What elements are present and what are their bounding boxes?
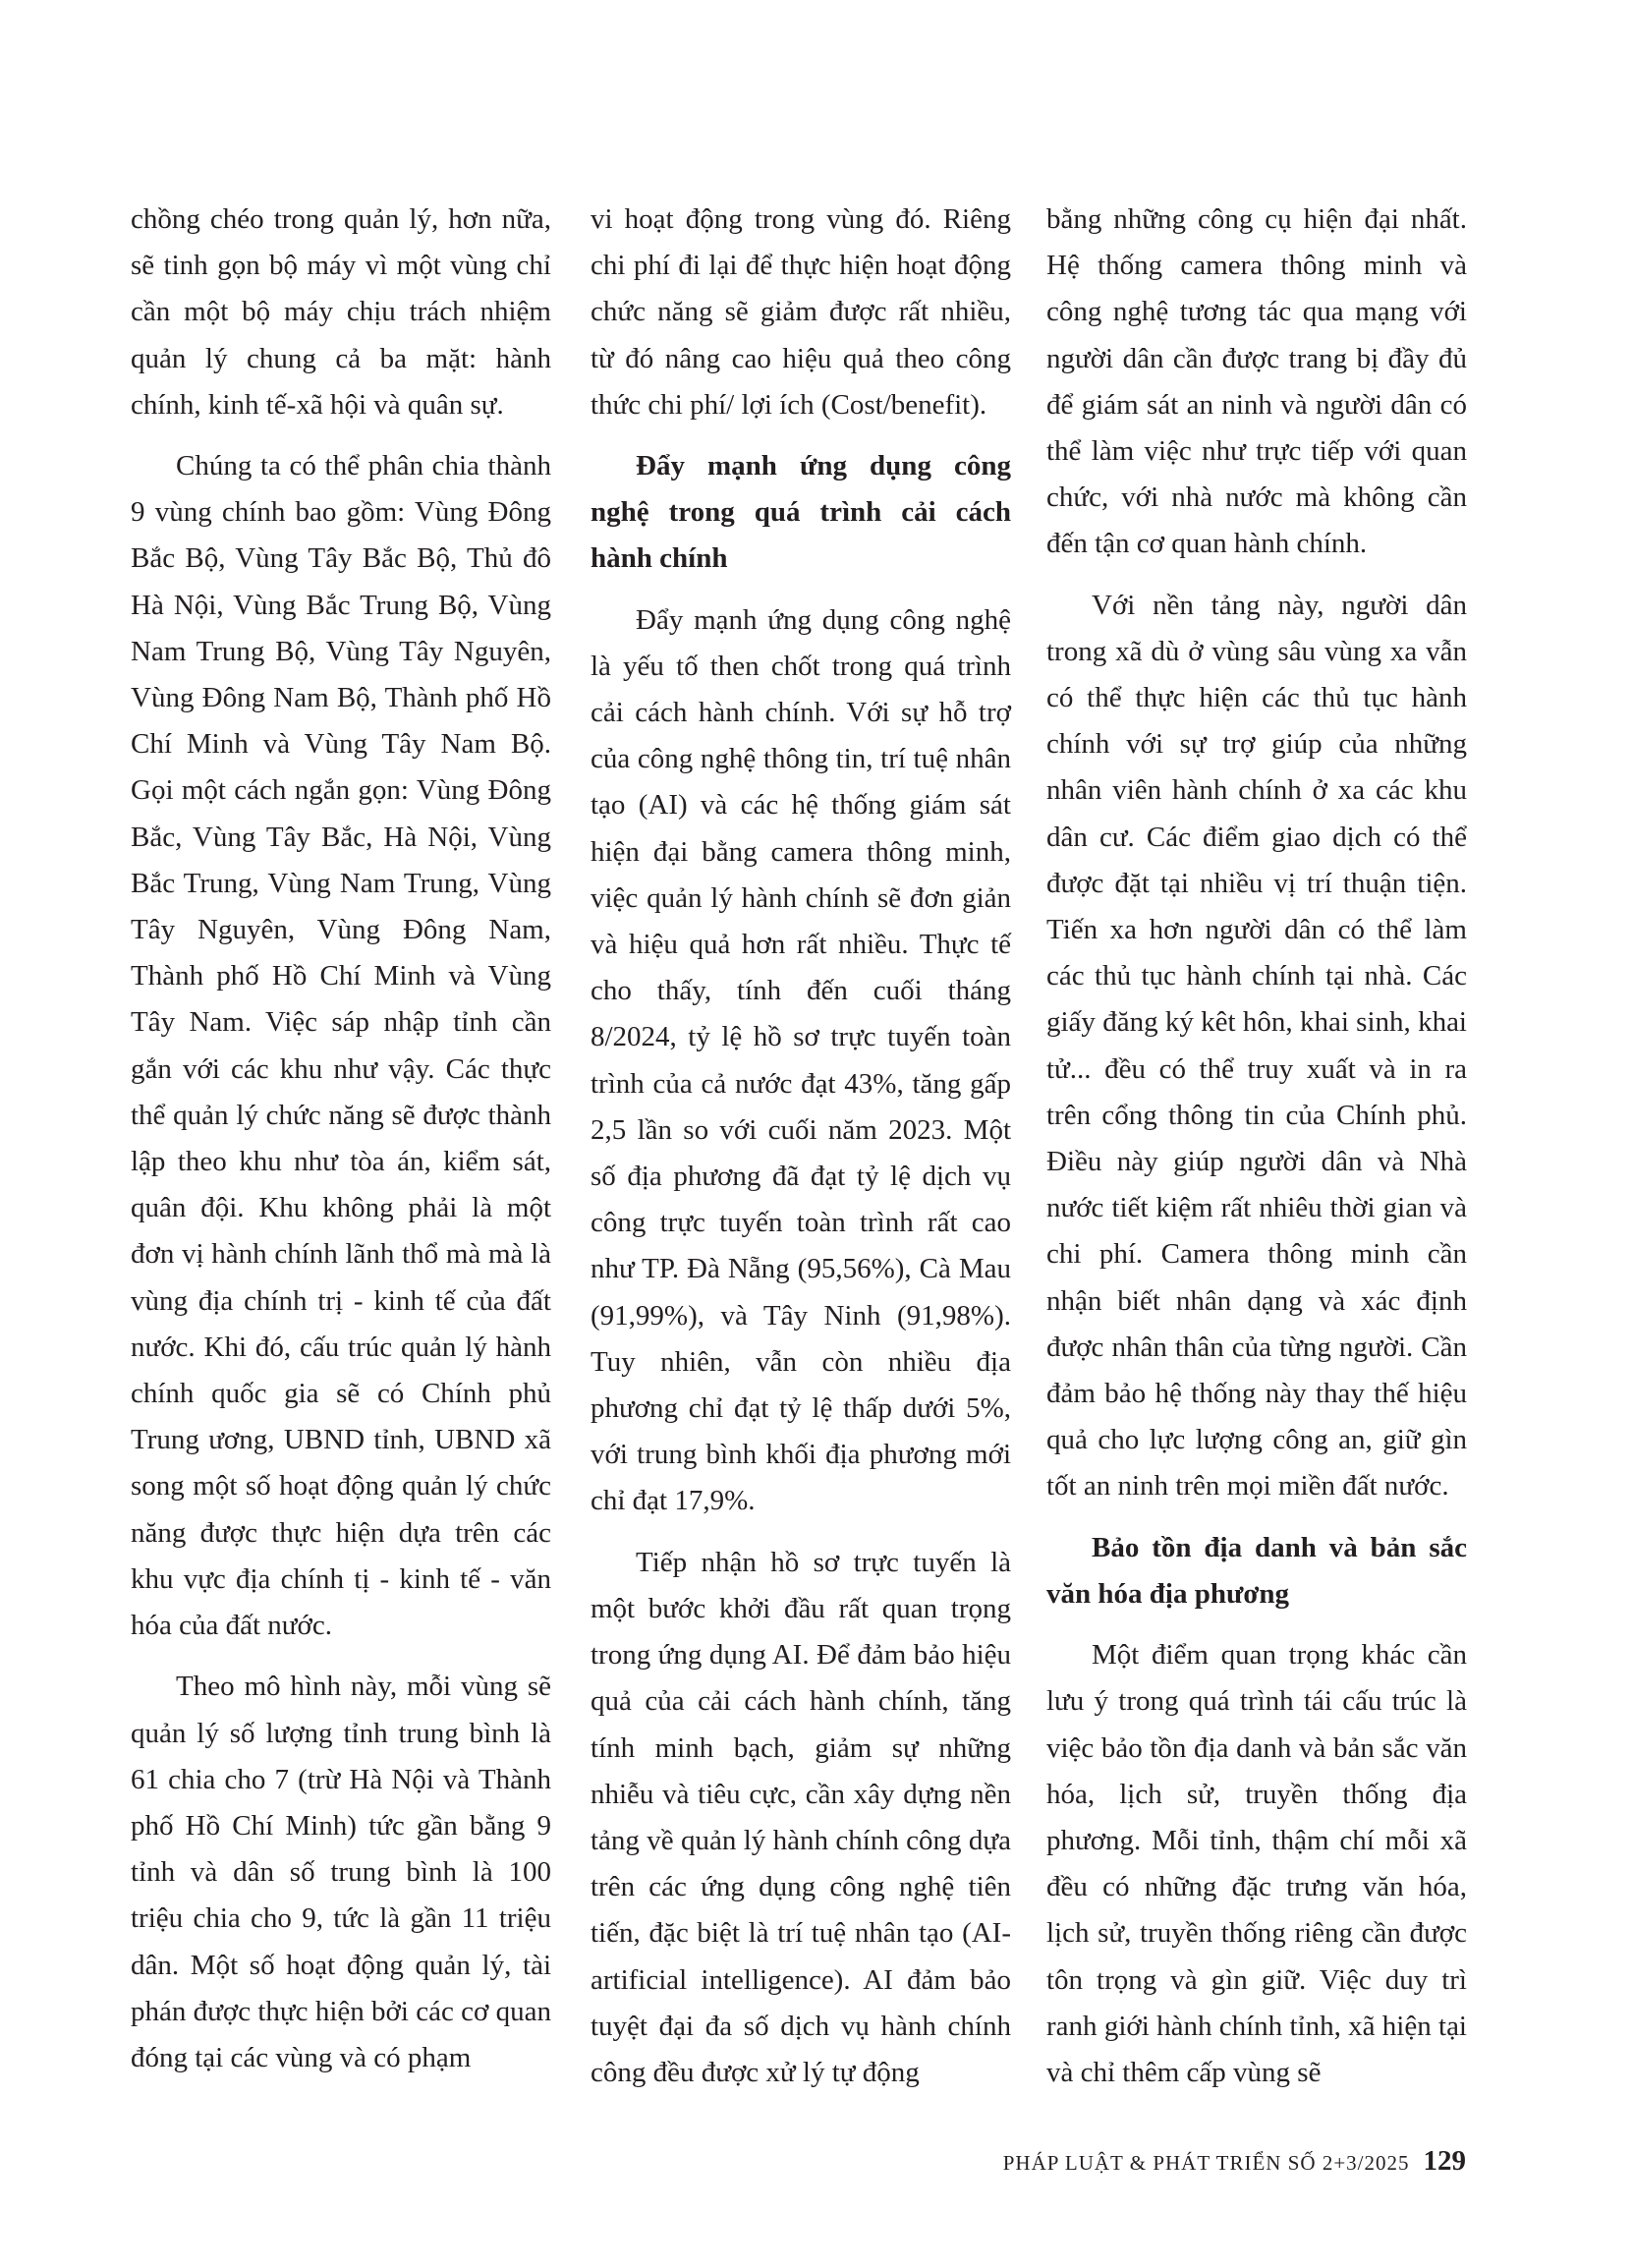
paragraph: bằng những công cụ hiện đại nhất. Hệ thống camera thông minh và công nghệ tương tác qua mạng với người dân cần được trang bị đầy đủ để giám sát an ninh và người dân có thể làm việc như trực tiếp với quan chức, với nhà nước mà không cần đến tận cơ quan hành chính.	[1046, 203, 1467, 560]
page-footer	[1003, 2145, 1466, 2178]
section-heading: Đẩy mạnh ứng dụng công nghệ trong quá trình cải cách hành chính	[591, 450, 1011, 575]
paragraph: Một điểm quan trọng khác cần lưu ý trong quá trình tái cấu trúc là việc bảo tồn địa danh và bản sắc văn hóa, lịch sử, truyền thống địa phương. Mỗi tỉnh, thậm chí mỗi xã đều có những đặc trưng văn hóa, lịch sử, truyền thống riêng cần được tôn trọng và gìn giữ. Việc duy trì ranh giới hành chính tỉnh, xã hiện tại và chỉ thêm cấp vùng sẽ	[1046, 1639, 1467, 2088]
paragraph: Tiếp nhận hồ sơ trực tuyến là một bước khởi đầu rất quan trọng trong ứng dụng AI. Để đảm bảo hiệu quả của cải cách hành chính, tăng tính minh bạch, giảm sự những nhiễu và tiêu cực, cần xây dựng nền tảng về quản lý hành chính công dựa trên các ứng dụng công nghệ tiên tiến, đặc biệt là trí tuệ nhân tạo (AI- artificial intelligence). AI đảm bảo tuyệt đại đa số dịch vụ hành chính công đều được xử lý tự động	[591, 1546, 1011, 2088]
paragraph: Với nền tảng này, người dân trong xã dù ở vùng sâu vùng xa vẫn có thể thực hiện các thủ tục hành chính với sự trợ giúp của những nhân viên hành chính ở xa các khu dân cư. Các điểm giao dịch có thể được đặt tại nhiều vị trí thuận tiện. Tiến xa hơn người dân có thể làm các thủ tục hành chính tại nhà. Các giấy đăng ký kêt hôn, khai sinh, khai tử... đều có thể truy xuất và in ra trên cổng thông tin của Chính phủ. Điều này giúp người dân và Nhà nước tiết kiệm rất nhiêu thời gian và chi phí. Camera thông minh cần nhận biết nhân dạng và xác định được nhân thân của từng người. Cần đảm bảo hệ thống này thay thế hiệu quả cho lực lượng công an, giữ gìn tốt an ninh trên mọi miền đất nước.	[1046, 589, 1467, 1503]
paragraph: Chúng ta có thể phân chia thành 9 vùng chính bao gồm: Vùng Đông Bắc Bộ, Vùng Tây Bắc Bộ, Thủ đô Hà Nội, Vùng Bắc Trung Bộ, Vùng Nam Trung Bộ, Vùng Tây Nguyên, Vùng Đông Nam Bộ, Thành phố Hồ Chí Minh và Vùng Tây Nam Bộ. Gọi một cách ngắn gọn: Vùng Đông Bắc, Vùng Tây Bắc, Hà Nội, Vùng Bắc Trung, Vùng Nam Trung, Vùng Tây Nguyên, Vùng Đông Nam, Thành phố Hồ Chí Minh và Vùng Tây Nam. Việc sáp nhập tỉnh cần gắn với các khu như vậy. Các thực thể quản lý chức năng sẽ được thành lập theo khu như tòa án, kiểm sát, quân đội. Khu không phải là một đơn vị hành chính lãnh thổ mà mà là vùng địa chính trị - kinh tế của đất nước. Khi đó, cấu trúc quản lý hành chính quốc gia sẽ có Chính phủ Trung ương, UBND tỉnh, UBND xã song một số hoạt động quản lý chức năng được thực hiện dựa trên các khu vực địa chính tị - kinh tế - văn hóa của đất nước.	[131, 450, 551, 1642]
paragraph: Theo mô hình này, mỗi vùng sẽ quản lý số lượng tỉnh trung bình là 61 chia cho 7 (trừ Hà Nội và Thành phố Hồ Chí Minh) tức gần bằng 9 tỉnh và dân số trung bình là 100 triệu chia cho 9, tức là gần 11 triệu dân. Một số hoạt động quản lý, tài phán được thực hiện bởi các cơ quan đóng tại các vùng và có phạm	[131, 1671, 551, 2073]
section-heading: Bảo tồn địa danh và bản sắc văn hóa địa phương	[1046, 1531, 1467, 1610]
paragraph: chồng chéo trong quản lý, hơn nữa, sẽ tinh gọn bộ máy vì một vùng chỉ cần một bộ máy chịu trách nhiệm quản lý chung cả ba mặt: hành chính, kinh tế-xã hội và quân sự.	[131, 203, 551, 421]
article-column-1	[131, 197, 551, 2081]
page-number: 129	[1423, 2145, 1466, 2177]
journal-name: PHÁP LUẬT & PHÁT TRIỂN SỐ 2+3/2025	[1002, 2151, 1410, 2175]
paragraph: vi hoạt động trong vùng đó. Riêng chi phí đi lại để thực hiện hoạt động chức năng sẽ giảm được rất nhiều, từ đó nâng cao hiệu quả theo công thức chi phí/ lợi ích (Cost/benefit).	[591, 203, 1011, 421]
paragraph: Đẩy mạnh ứng dụng công nghệ là yếu tố then chốt trong quá trình cải cách hành chính. Với sự hỗ trợ của công nghệ thông tin, trí tuệ nhân tạo (AI) và các hệ thống giám sát hiện đại bằng camera thông minh, việc quản lý hành chính sẽ đơn giản và hiệu quả hơn rất nhiều. Thực tế cho thấy, tính đến cuối tháng 8/2024, tỷ lệ hồ sơ trực tuyến toàn trình của cả nước đạt 43%, tăng gấp 2,5 lần so với cuối năm 2023. Một số địa phương đã đạt tỷ lệ dịch vụ công trực tuyến toàn trình rất cao như TP. Đà Nẵng (95,56%), Cà Mau (91,99%), và Tây Ninh (91,98%). Tuy nhiên, vẫn còn nhiều địa phương chỉ đạt tỷ lệ thấp dưới 5%, với trung bình khối địa phương mới chỉ đạt 17,9%.	[591, 603, 1011, 1517]
article-column-2	[591, 197, 1011, 2096]
article-column-3	[1046, 197, 1467, 2096]
